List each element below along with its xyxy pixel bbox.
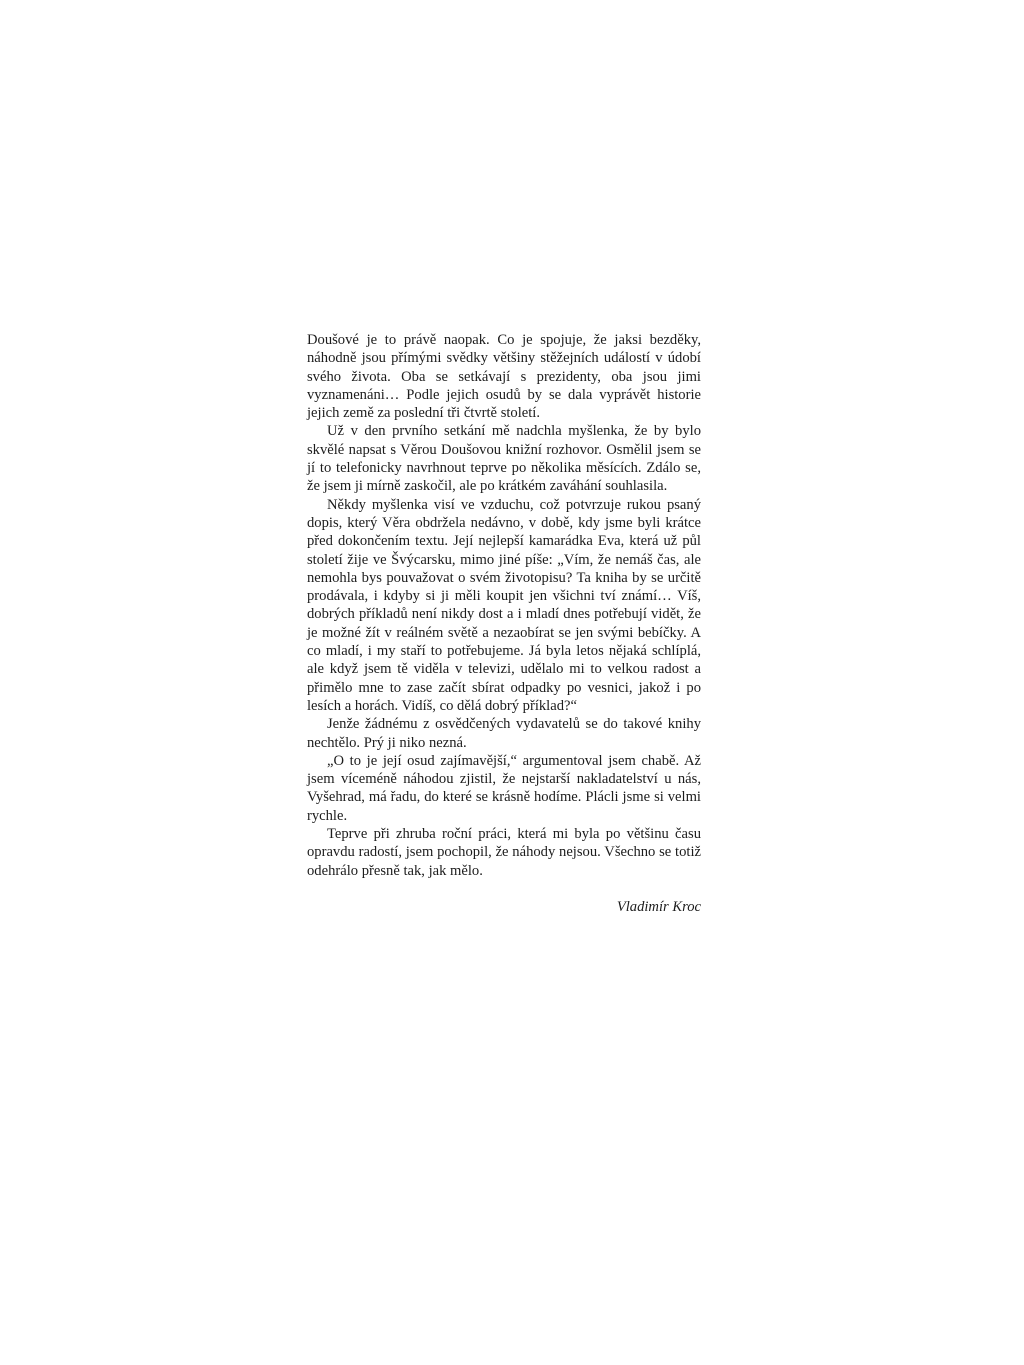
paragraph: Někdy myšlenka visí ve vzduchu, což potvrzuje rukou psaný dopis, který Věra obdržela nedávno, v době, kdy jsme byli krátce před dokončením textu. Její nejlepší kamarádka Eva, která už půl století žije ve Švýcarsku, mimo jiné píše: „Vím, že nemáš čas, ale nemohla bys pouvažovat o svém životopisu? Ta kniha by se určitě prodávala, i kdyby si ji měli koupit jen všichni tví známí… Víš, dobrých příkladů není nikdy dost a i mladí dnes potřebují vidět, že je možné žít v reálném světě a nezaobírat se jen svými bebíčky. A co mladí, i my staří to potřebujeme. Já byla letos nějaká schlíplá, ale když jsem tě viděla v televizi, udělalo mi to velkou radost a přimělo mne to zase začít sbírat odpadky po vesnici, jakož i po lesích a horách. Vidíš, co dělá dobrý příklad?“ bbox=[307, 496, 701, 714]
paragraph: Jenže žádnému z osvědčených vydavatelů se do takové knihy nechtělo. Prý ji niko nezná. bbox=[307, 716, 701, 751]
author-signature: Vladimír Kroc bbox=[616, 898, 701, 915]
paragraph: Už v den prvního setkání mě nadchla myšlenka, že by bylo skvělé napsat s Věrou Doušovou knižní rozhovor. Osmělil jsem se jí to telefonicky navrhnout teprve po několika měsících. Zdálo se, že jsem ji mírně zaskočil, ale po krátkém zaváhání souhlasila. bbox=[307, 423, 701, 495]
body-text bbox=[307, 331, 701, 916]
paragraph: Doušové je to právě naopak. Co je spojuje, že jaksi bezděky, náhodně jsou přímými svědky většiny stěžejních událostí v údobí svého života. Oba se setkávají s prezidenty, oba jsou jimi vyznamenáni… Podle jejich osudů by se dala vyprávět historie jejich země za poslední tři čtvrtě století. bbox=[307, 332, 701, 422]
paragraph: „O to je její osud zajímavější,“ argumentoval jsem chabě. Až jsem víceméně náhodou zjistil, že nejstarší nakladatelství u nás, Vyšehrad, má řadu, do které se krásně hodíme. Plácli jsme si velmi rychle. bbox=[307, 752, 701, 824]
paragraph: Teprve při zhruba roční práci, která mi byla po většinu času opravdu radostí, jsem pochopil, že náhody nejsou. Všechno se totiž odehrálo přesně tak, jak mělo. bbox=[307, 826, 701, 879]
